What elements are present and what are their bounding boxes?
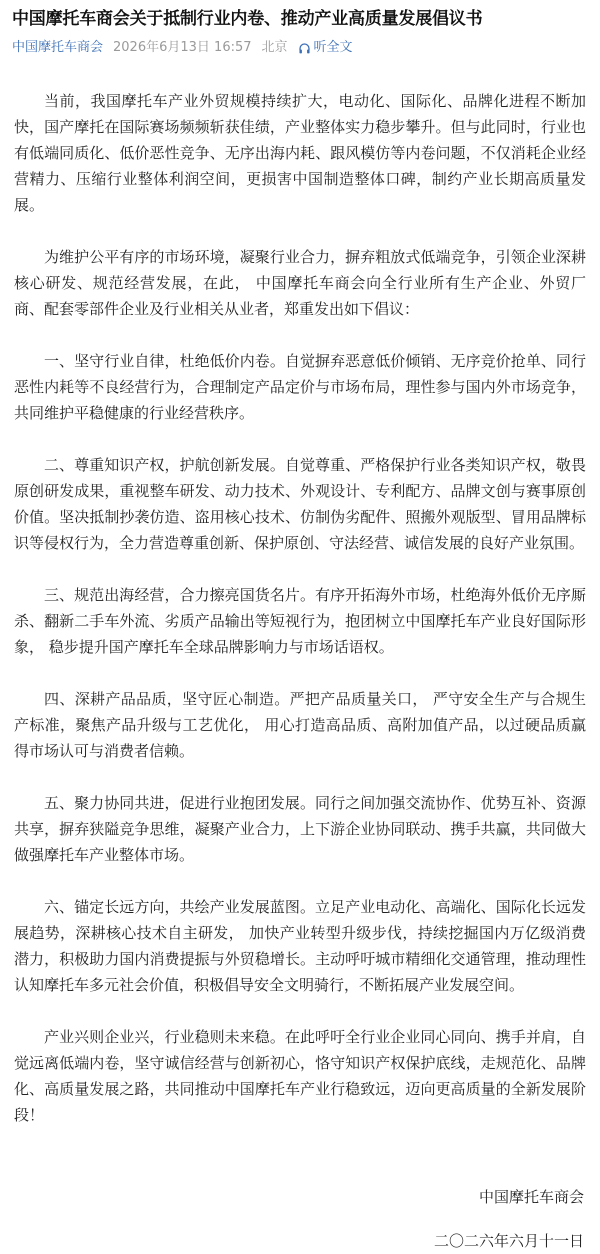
publish-date: 2026年6月13日 16:57 (113, 40, 252, 55)
article-source-link[interactable]: 中国摩托车商会 (12, 40, 104, 55)
article-paragraph: 五、聚力协同共进，促进行业抱团发展。同行之间加强交流协作、优势互补、资源共享，摒弃狭隘竞争思维，凝聚产业合力，上下游企业协同联动、携手共赢，共同做大做强摩托车产业整体市场。 (14, 794, 586, 864)
article-paragraph: 产业兴则企业兴，行业稳则未来稳。在此呼吁全行业企业同心同向、携手并肩，自觉远离低端内卷，坚守诚信经营与创新初心，恪守知识产权保护底线，走规范化、品牌化、高质量发展之路，共同推动中国摩托车产业行稳致远，迈向更高质量的全新发展阶段！ (14, 1028, 586, 1124)
article-body (12, 88, 588, 1254)
article-paragraph: 六、锚定长远方向，共绘产业发展蓝图。立足产业电动化、高端化、国际化长远发展趋势，深耕核心技术自主研发， 加快产业转型升级步伐，持续挖掘国内万亿级消费潜力，积极助力国内消费提振与外贸稳增长。主动呼吁城市精细化交通管理，推动理性认知摩托车多元社会价值，积极倡导安全文明骑行，不断拓展产业发展空间。 (14, 898, 586, 994)
article-meta (12, 38, 588, 58)
article-paragraph: 四、深耕产品品质，坚守匠心制造。严把产品质量关口， 严守安全生产与合规生产标准，聚焦产品升级与工艺优化， 用心打造高品质、高附加值产品，以过硬品质赢得市场认可与消费者信赖。 (14, 690, 586, 760)
signoff-organization: 中国摩托车商会 (478, 1188, 584, 1206)
publish-city: 北京 (261, 40, 288, 55)
article-paragraph: 二、尊重知识产权，护航创新发展。自觉尊重、严格保护行业各类知识产权，敬畏原创研发成果，重视整车研发、动力技术、外观设计、专利配方、品牌文创与赛事原创价值。坚决抵制抄袭仿造、盗用核心技术、仿制伪劣配件、照搬外观版型、冒用品牌标识等侵权行为，全力营造尊重创新、保护原创、守法经营、诚信发展的良好产业氛围。 (14, 456, 586, 552)
listen-full-text-button[interactable] (298, 38, 353, 58)
article-title: 中国摩托车商会关于抵制行业内卷、推动产业高质量发展倡议书 (12, 9, 483, 29)
headphones-icon (298, 42, 311, 55)
article-paragraph: 为维护公平有序的市场环境，凝聚行业合力，摒弃粗放式低端竞争，引领企业深耕核心研发、规范经营发展，在此， 中国摩托车商会向全行业所有生产企业、外贸厂商、配套零部件企业及行业相关从业者，郑重发出如下倡议： (14, 248, 586, 318)
listen-label: 听全文 (313, 40, 353, 55)
article-paragraph: 三、规范出海经营，合力擦亮国货名片。有序开拓海外市场，杜绝海外低价无序厮杀、翻新二手车外流、劣质产品输出等短视行为，抱团树立中国摩托车产业良好国际形象， 稳步提升国产摩托车全球品牌影响力与市场话语权。 (14, 586, 586, 656)
article-paragraph: 当前，我国摩托车产业外贸规模持续扩大，电动化、国际化、品牌化进程不断加快，国产摩托在国际赛场频频斩获佳绩，产业整体实力稳步攀升。但与此同时，行业也有低端同质化、低价恶性竞争、无序出海内耗、跟风模仿等内卷问题，不仅消耗企业经营精力、压缩行业整体利润空间，更损害中国制造整体口碑，制约产业长期高质量发展。 (14, 92, 586, 214)
article-paragraph: 一、坚守行业自律，杜绝低价内卷。自觉摒弃恶意低价倾销、无序竞价抢单、同行恶性内耗等不良经营行为，合理制定产品定价与市场布局，理性参与国内外市场竞争，共同维护平稳健康的行业经营秩序。 (14, 352, 586, 422)
signoff-date: 二〇二六年六月十一日 (433, 1232, 584, 1250)
signoff-block (14, 1184, 586, 1254)
